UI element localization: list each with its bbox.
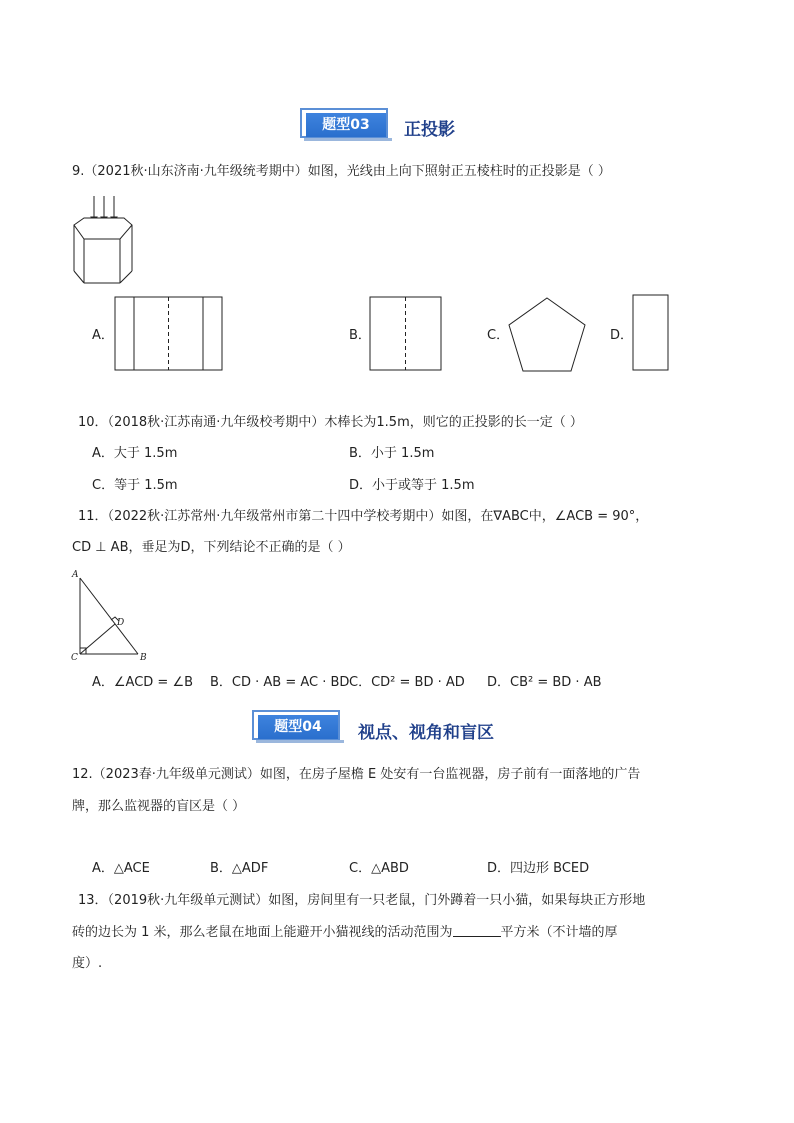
q11-option-c: C．CD² = BD · AD xyxy=(349,675,465,690)
q11-option-d: D．CB² = BD · AB xyxy=(487,675,602,690)
badge-label: 题型03 xyxy=(306,113,386,137)
q13-line2-start: 砖的边长为 1 米，那么老鼠在地面上能避开小猫视线的活动范围为 xyxy=(72,925,453,940)
section-title-03: 正投影 xyxy=(404,120,455,140)
section-title-04: 视点、视角和盲区 xyxy=(358,723,494,743)
right-triangle-figure xyxy=(68,568,152,664)
q12-option-a: A．△ACE xyxy=(92,861,150,876)
section-badge-04 xyxy=(252,710,348,744)
q9-option-a: A． xyxy=(92,328,114,343)
label-d: D xyxy=(117,618,125,628)
q12-option-b: B．△ADF xyxy=(210,861,269,876)
q9-option-b: B． xyxy=(349,328,371,343)
q9-option-d-figure xyxy=(632,294,670,372)
q10-option-d: D．小于或等于 1.5m xyxy=(349,478,475,493)
badge-frame xyxy=(252,710,340,740)
question-10-text: 10．（2018秋·江苏南通·九年级校考期中）木棒长为1.5m，则它的正投影的长一定（ ） xyxy=(78,415,583,430)
question-12-line2: 牌，那么监视器的盲区是（ ） xyxy=(72,799,246,814)
q11-option-b: B．CD · AB = AC · BD xyxy=(210,675,350,690)
q13-line2-end: 平方米（不计墙的厚 xyxy=(500,925,618,940)
badge-label: 题型04 xyxy=(258,715,338,739)
section-badge-03 xyxy=(300,108,396,142)
answer-blank[interactable] xyxy=(453,924,501,937)
question-13-line2 xyxy=(72,924,618,942)
q12-option-d: D．四边形 BCED xyxy=(487,861,590,876)
question-13-line3: 度）. xyxy=(72,956,103,971)
question-12-line1: 12.（2023春·九年级单元测试）如图，在房子屋檐 E 处安有一台监视器，房子前有一面落地的广告 xyxy=(72,767,641,782)
badge-shadow xyxy=(256,740,344,743)
q9-option-c: C． xyxy=(487,328,510,343)
q9-option-c-figure xyxy=(507,296,589,374)
q10-option-c: C．等于 1.5m xyxy=(92,478,178,493)
label-a: A xyxy=(72,570,79,580)
q9-option-b-figure xyxy=(369,296,443,372)
q11-option-a: A．∠ACD = ∠B xyxy=(92,675,194,690)
badge-shadow xyxy=(304,138,392,141)
badge-frame xyxy=(300,108,388,138)
q9-option-a-figure xyxy=(114,296,224,372)
question-13-line1: 13．（2019秋·九年级单元测试）如图，房间里有一只老鼠，门外蹲着一只小猫，如果每块正方形地 xyxy=(78,893,646,908)
question-11-line2: CD ⊥ AB，垂足为D，下列结论不正确的是（ ） xyxy=(72,540,351,555)
pentagonal-prism-figure xyxy=(70,193,140,287)
question-9-text: 9.（2021秋·山东济南·九年级统考期中）如图，光线由上向下照射正五棱柱时的正投影是（ ） xyxy=(72,164,611,179)
q10-option-b: B．小于 1.5m xyxy=(349,446,435,461)
q9-option-d: D． xyxy=(610,328,634,343)
label-c: C xyxy=(71,653,78,663)
q10-option-a: A．大于 1.5m xyxy=(92,446,178,461)
q12-option-c: C．△ABD xyxy=(349,861,409,876)
label-b: B xyxy=(140,653,147,663)
question-11-line1: 11．（2022秋·江苏常州·九年级常州市第二十四中学校考期中）如图，在∇ABC中，∠ACB = 90°， xyxy=(78,509,649,524)
